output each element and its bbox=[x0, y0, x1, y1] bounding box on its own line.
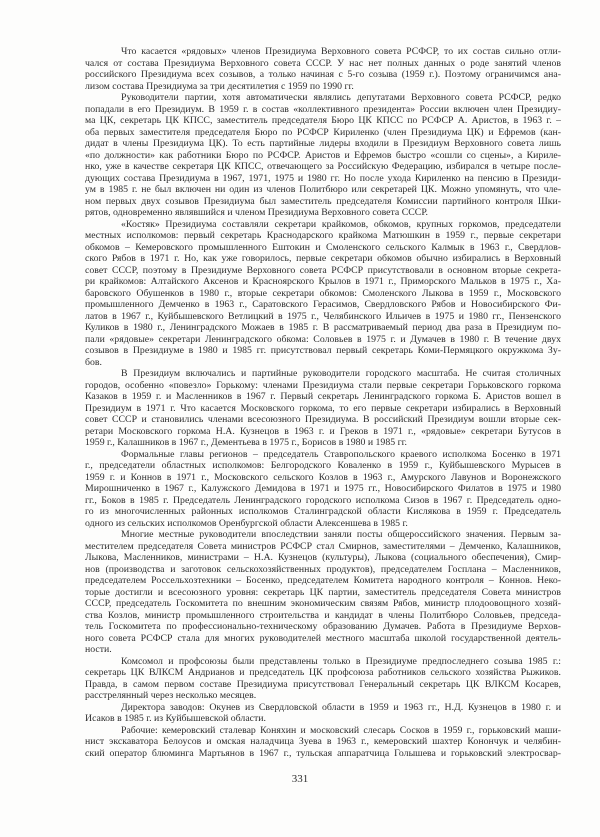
text-line: Рабочие: кемеровский сталевар Коняхин и московский слесарь Сосков в 1959 г., горьковский маши- bbox=[121, 724, 561, 736]
text-line: совет СССР и становились членами всесоюзного Президиума. В российский Президиум вошли вторые сек- bbox=[85, 414, 561, 425]
text-line: ма ЦК, секретарь ЦК КПСС, заместитель председателя Бюро ЦК КПСС по РСФСР А. Аристов, в 1963 г. – bbox=[85, 115, 561, 126]
text-line: нко, уже в качестве секретаря ЦК КПСС, отвечающего за Российскую Федерацию, избирался в четыре после- bbox=[85, 161, 561, 172]
text-line: местителем председателя Совета министров РСФСР стал Смирнов, заместителями – Демченко, Калашников, bbox=[85, 540, 561, 552]
text-line: пали «рядовые» секретари Ленинградского обкома: Соловьев в 1975 г. и Думачев в 1980 г. В течение двух bbox=[85, 333, 561, 345]
text-line: попадали в его Президиум. В 1959 г. в состав «коллективного президента» России включен член Президиу- bbox=[85, 103, 561, 115]
text-line: промышленного Демченко в 1963 г., Саратовского Герасимов, Свердловского Рябов и Новосибирского Фи- bbox=[85, 299, 561, 310]
text-line: Правда, в самом первом составе Президиума присутствовал Генеральный секретарь ЦК ВЛКСМ Косарев, bbox=[85, 678, 561, 690]
text-line: Президиум в 1971 г. Что касается Московского горкома, то его первые секретари избирались в Верховный bbox=[85, 402, 561, 414]
text-line: ского Рябов в 1971 г. Но, как уже говорилось, первые секретари обкомов обычно избирались в Верховный bbox=[85, 253, 561, 264]
text-line: созывов в Президиуме в 1980 и 1985 гг. присутствовал первый секретарь Коми-Пермяцкого окружкома Зу- bbox=[85, 345, 561, 356]
paragraph bbox=[85, 92, 561, 219]
text-line: Лыкова, Масленников, министрами – Н.А. Кузнецов (культуры), Лыкова (социального обеспечения), Смир- bbox=[85, 552, 561, 563]
text-line: СССР, председатель Госкомитета по внешним экономическим связям Рябов, министр плодоовощного хозяй- bbox=[85, 598, 561, 609]
text-line: российского Президиума всех созывов, а только начиная с 5-го созыва (1959 г.). Поэтому ограничимся ана- bbox=[85, 69, 561, 80]
text-line: ности. bbox=[85, 644, 112, 655]
text-line: В Президиум включались и партийные руководители городского масштаба. Не считая столичных bbox=[121, 368, 561, 379]
text-line: Что касается «рядовых» членов Президиума Верховного совета РСФСР, то их состав сильно отли- bbox=[121, 46, 561, 57]
text-line: местных исполкомов: первый секретарь Краснодарского крайкома Матюшкин в 1959 г., первые секретари bbox=[85, 230, 561, 241]
text-line: латов в 1967 г., Куйбышевского Ветлицкий в 1975 г., Челябинского Ильичев в 1975 и 1980 гг., Пензенского bbox=[85, 310, 561, 322]
text-line: Исаков в 1985 г. из Куйбышевской области. bbox=[85, 713, 266, 724]
paragraph bbox=[85, 725, 561, 760]
text-line: Формальные главы регионов – председатель Ставропольского краевого исполкома Босенко в 1971 bbox=[121, 448, 561, 460]
text-line: «Костяк» Президиума составляли секретари крайкомов, обкомов, крупных горкомов, председатели bbox=[121, 218, 561, 230]
text-line: ум в 1985 г. не был включен ни один из членов Политбюро или секретарей ЦК. Можно упомянуть, что чле- bbox=[85, 184, 561, 195]
text-line: председателем Россельхозтехники – Босенко, председателем Комитета народного контроля – Коннов. Неко- bbox=[85, 575, 561, 586]
text-line: ства Козлов, министр промышленного строительства и кандидат в члены Политбюро Соловьев, председа- bbox=[85, 609, 561, 621]
text-line: Куликов в 1980 г., Ленинградского Можаев в 1985 г. В рассматриваемый период два раза в Президиум по- bbox=[85, 322, 561, 333]
text-line: оба первых заместителя председателя Бюро по РСФСР Кириленко (член Президиума ЦК) и Ефремов (кан- bbox=[85, 126, 561, 138]
text-line: 1959 г., Калашников в 1967 г., Дементьева в 1975 г., Борисов в 1980 и 1985 гг. bbox=[85, 437, 407, 448]
text-line: совет СССР, поэтому в Президиуме Верховного совета РСФСР присутствовали в основном вторые секрета- bbox=[85, 264, 561, 276]
page-number: 331 bbox=[291, 773, 309, 785]
page-body bbox=[85, 46, 561, 759]
text-line: Казаков в 1959 г. и Масленников в 1967 г. Первый секретарь Ленинградского горкома Б. Аристов вошел в bbox=[85, 391, 561, 402]
text-line: лизом состава Президиума за три десятилетия с 1959 по 1990 гг. bbox=[85, 80, 354, 92]
text-line: ного совета РСФСР стала для многих руководителей местного масштаба школой государственной деятель- bbox=[85, 632, 561, 644]
text-line: Многие местные руководители впоследствии заняли посты общероссийского значения. Первым за- bbox=[121, 529, 561, 540]
paragraph bbox=[85, 529, 561, 656]
paragraph bbox=[85, 702, 561, 725]
text-line: одного из сельских исполкомов Оренбургской области Алексеншева в 1985 г. bbox=[85, 517, 408, 529]
text-line: бов. bbox=[85, 356, 102, 368]
text-line: ри крайкомов: Алтайского Аксенов и Красноярского Крылов в 1971 г., Приморского Мальков в 1975 г., Ха- bbox=[85, 276, 561, 287]
text-line: баровского Обушенков в 1980 г., вторые секретари обкомов: Смоленского Лыкова в 1959 г., Московского bbox=[85, 287, 561, 299]
text-line: обкомов – Кемеровского промышленного Ештокин и Смоленского сельского Калмык в 1963 г., Свердлов- bbox=[85, 241, 561, 253]
text-line: ретари Московского горкома Н.А. Кузнецов в 1963 г. и Греков в 1971 г., «рядовые» секретари Бутусов в bbox=[85, 425, 561, 437]
text-line: гг., Боков в 1985 г. Председатель Ленинградского городского исполкома Сизов в 1967 г. Председатель одно- bbox=[85, 494, 561, 506]
text-line: дидат в члены Президиума ЦК). То есть партийные лидеры входили в Президиум Верховного совета лишь bbox=[85, 138, 561, 149]
text-line: городов, особенно «повезло» Горькому: членами Президиума стали первые секретари Горьковского горкома bbox=[85, 379, 561, 391]
text-line: нист экскаватора Белоусов и омская наладчица Зуева в 1963 г., кемеровский шахтер Конончук и челябин- bbox=[85, 736, 561, 747]
text-line: секретарь ЦК ВЛКСМ Андрианов и председатель ЦК профсоюза работников сельского хозяйства Рыжиков. bbox=[85, 667, 561, 678]
text-line: 1959 г. и Коннов в 1971 г., Московского сельского Козлов в 1963 г., Амурского Лавунов и Воронежского bbox=[85, 471, 561, 483]
text-line: го из многочисленных районных исполкомов Сталинградской области Кислякова в 1959 г. Председатель bbox=[85, 506, 561, 517]
paragraph bbox=[85, 656, 561, 702]
text-line: Мирошниченко в 1967 г., Калужского Демидова в 1971 и 1975 гг., Новосибирского Филатов в 1975 и 1980 bbox=[85, 483, 561, 494]
text-line: ский оператор блюминга Мартьянов в 1967 г., тульская аппаратчица Голышева и горьковский электросвар- bbox=[85, 747, 561, 759]
text-line: расстрелянный через несколько месяцев. bbox=[85, 690, 257, 701]
paragraph bbox=[85, 368, 561, 449]
paragraph bbox=[85, 449, 561, 530]
text-line: тель Госкомитета по профессионально-техническому образованию Думачев. Работа в Президиуме Верхов- bbox=[85, 621, 561, 632]
text-line: рятов, одновременно являвшийся и членом Президиума Верховного совета СССР. bbox=[85, 207, 429, 218]
text-line: Комсомол и профсоюзы были представлены только в Президиуме предпоследнего созыва 1985 г.: bbox=[121, 655, 561, 667]
text-line: ном первых двух созывов Президиума был заместитель председателя Комиссии партийного контроля Шки- bbox=[85, 195, 561, 207]
text-line: г., председатели областных исполкомов: Белгородского Коваленко в 1959 г., Куйбышевского Мурысев в bbox=[85, 460, 561, 471]
text-line: Директора заводов: Окунев из Свердловской области в 1959 и 1963 гг., Н.Д. Кузнецов в 1980 г. и bbox=[121, 701, 561, 713]
text-line: дующих состава Президиума в 1967, 1971, 1975 и 1980 гг. Но после ухода Кириленко на пенсию в Президи- bbox=[85, 172, 561, 184]
text-line: нов (производства и заготовок сельскохозяйственных продуктов), председателем Госплана – Масленников, bbox=[85, 563, 561, 575]
text-line: Руководители партии, хотя автоматически являлись депутатами Верховного совета РСФСР, редко bbox=[121, 92, 561, 103]
text-line: чался от состава Президиума Верховного совета СССР. У нас нет полных данных о роде занятий членов bbox=[85, 57, 561, 69]
paragraph bbox=[85, 46, 561, 92]
paragraph bbox=[85, 219, 561, 369]
text-line: «по должности» как работники Бюро по РСФСР. Аристов и Ефремов быстро «сошли со сцены», а Кириле- bbox=[85, 149, 561, 161]
text-line: торые достигли и всесоюзного уровня: секретарь ЦК партии, заместитель председателя Совета министров bbox=[85, 586, 561, 598]
